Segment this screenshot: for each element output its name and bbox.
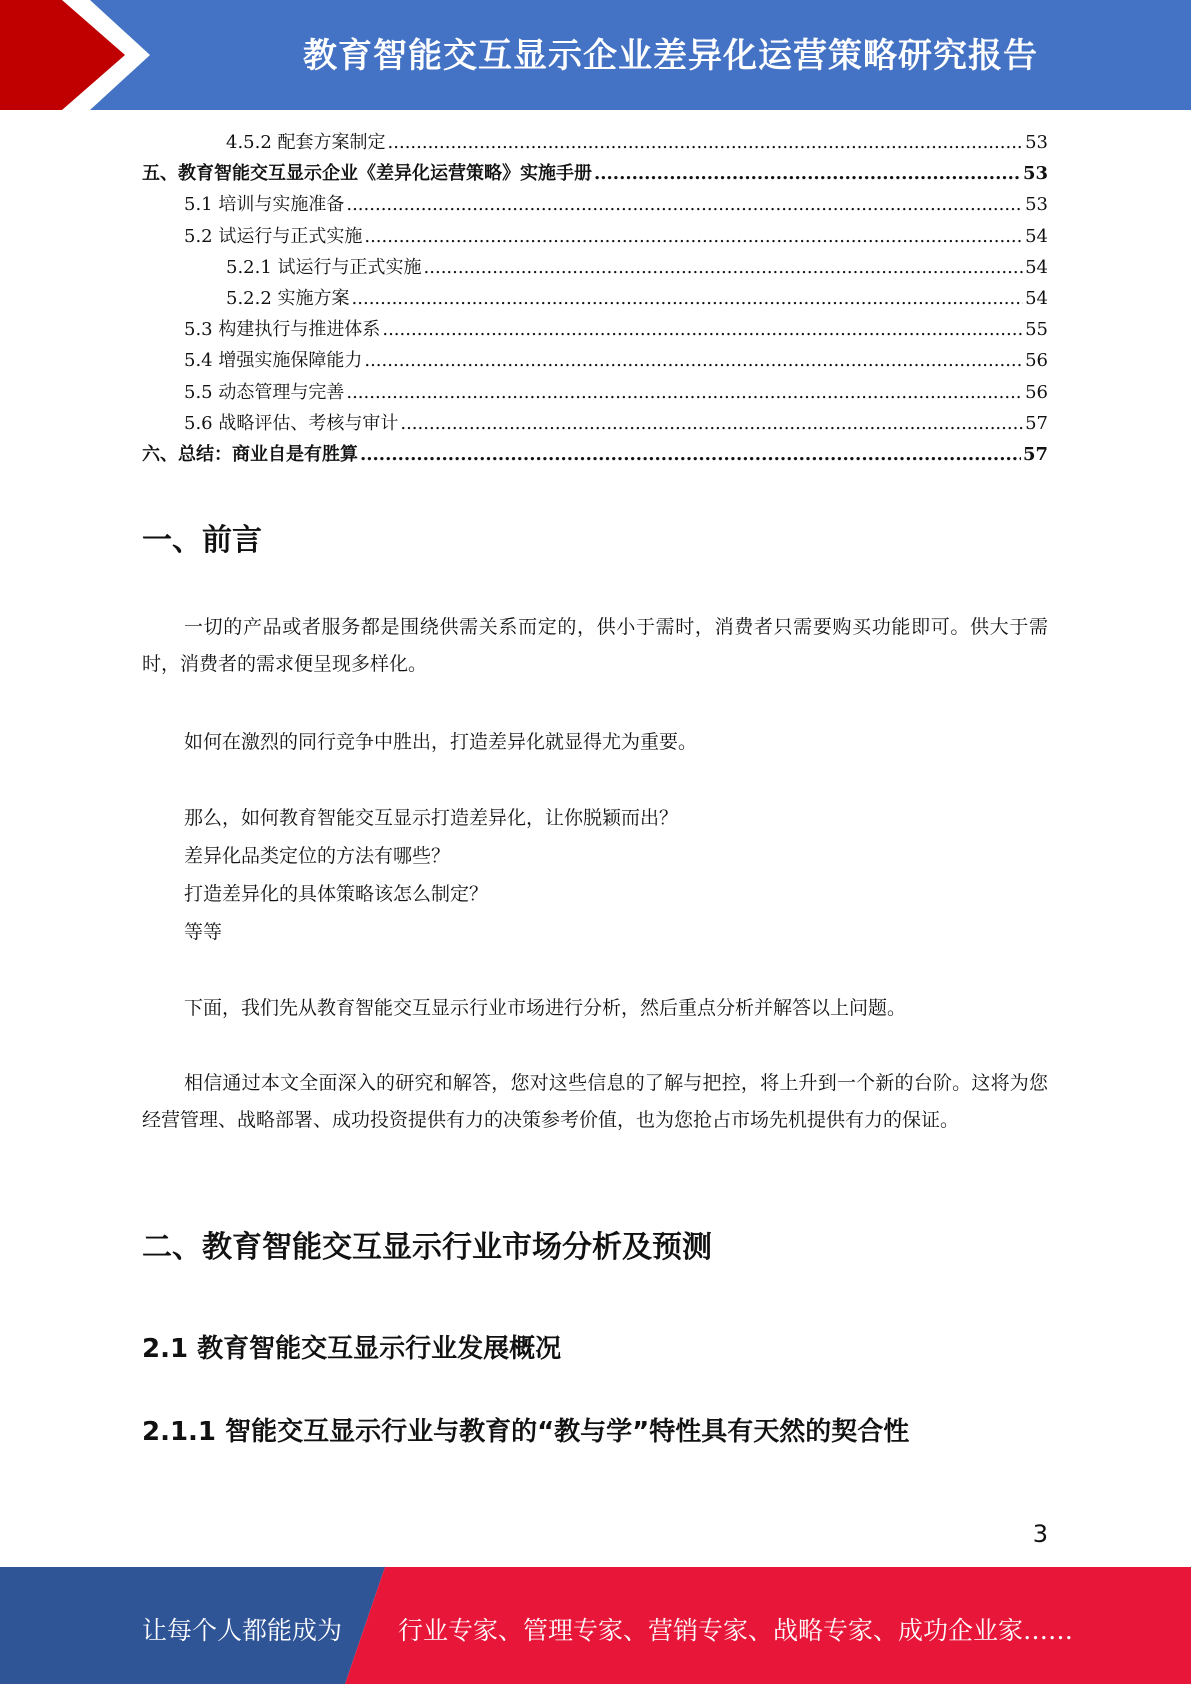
toc-entry[interactable] [142, 190, 1048, 221]
toc-entry-page: 55 [1025, 319, 1048, 341]
paragraph-competition: 如何在激烈的同行竞争中胜出，打造差异化就显得尤为重要。 [184, 731, 698, 753]
toc-dot-leader [400, 413, 1023, 434]
toc-entry-label: 六、总结：商业自是有胜算 [142, 443, 358, 465]
toc-entry-label: 五、教育智能交互显示企业《差异化运营策略》实施手册 [142, 163, 592, 185]
toc-entry[interactable] [142, 128, 1048, 159]
toc-dot-leader [364, 350, 1023, 371]
toc-entry-label: 5.2.1 试运行与正式实施 [226, 256, 422, 278]
toc-entry[interactable] [142, 440, 1048, 471]
subsection-heading-2-1: 2.1 教育智能交互显示行业发展概况 [142, 1334, 562, 1364]
toc-entry-label: 5.2.2 实施方案 [226, 287, 350, 309]
toc-entry-page: 53 [1025, 132, 1048, 153]
toc-entry[interactable] [142, 284, 1048, 315]
toc-entry[interactable] [142, 409, 1048, 440]
toc-entry-label: 5.5 动态管理与完善 [184, 381, 345, 403]
section-heading-preface: 一、前言 [142, 523, 262, 558]
paragraph-conclusion: 相信通过本文全面深入的研究和解答，您对这些信息的了解与把控，将上升到一个新的台阶。这将为您经营管理、战略部署、成功投资提供有力的决策参考价值，也为您抢占市场先机提供有力的保证。 [142, 1072, 1048, 1131]
toc-entry-label: 5.4 增强实施保障能力 [184, 350, 363, 372]
toc-dot-leader [364, 226, 1023, 247]
toc-dot-leader [346, 194, 1023, 215]
section-heading-market-analysis: 二、教育智能交互显示行业市场分析及预测 [142, 1230, 712, 1265]
question-line: 差异化品类定位的方法有哪些？ [184, 845, 451, 867]
toc-entry-label: 5.1 培训与实施准备 [184, 194, 345, 216]
toc-entry-page: 57 [1025, 412, 1048, 434]
footer-slogan-right: 行业专家、管理专家、营销专家、战略专家、成功企业家…… [398, 1616, 1074, 1645]
toc-entry[interactable] [142, 159, 1048, 190]
header-title: 教育智能交互显示企业差异化运营策略研究报告 [303, 36, 1038, 76]
toc-dot-leader [346, 382, 1023, 403]
toc-dot-leader [388, 132, 1024, 153]
toc-entry-label: 5.2 试运行与正式实施 [184, 225, 363, 247]
toc-dot-leader [424, 257, 1024, 278]
toc-entry-page: 57 [1022, 443, 1048, 465]
paragraph-analysis-intro: 下面，我们先从教育智能交互显示行业市场进行分析，然后重点分析并解答以上问题。 [184, 997, 907, 1019]
toc-entry-page: 54 [1025, 256, 1048, 278]
page-header [0, 0, 1191, 110]
toc-dot-leader [352, 288, 1024, 309]
toc-entry-label: 4.5.2 配套方案制定 [226, 132, 386, 153]
subsection-heading-2-1-1: 2.1.1 智能交互显示行业与教育的“教与学”特性具有天然的契合性 [142, 1417, 910, 1447]
toc-entry-label: 5.3 构建执行与推进体系 [184, 319, 381, 341]
toc-entry-page: 54 [1025, 287, 1048, 309]
table-of-contents [142, 128, 1048, 471]
toc-dot-leader [594, 163, 1021, 184]
paragraph-supply-demand: 一切的产品或者服务都是围绕供需关系而定的，供小于需时，消费者只需要购买功能即可。供大于需时，消费者的需求便呈现多样化。 [142, 616, 1048, 675]
toc-entry[interactable] [142, 378, 1048, 409]
footer-slogan-left: 让每个人都能成为 [142, 1616, 343, 1645]
page-number: 3 [1032, 1520, 1048, 1548]
toc-entry[interactable] [142, 315, 1048, 346]
toc-entry-label: 5.6 战略评估、考核与审计 [184, 412, 399, 434]
question-line: 等等 [184, 921, 223, 943]
toc-entry-page: 53 [1022, 163, 1048, 185]
page-footer [0, 1567, 1191, 1684]
toc-entry[interactable] [142, 346, 1048, 377]
toc-dot-leader [382, 319, 1023, 340]
toc-entry-page: 53 [1025, 194, 1048, 216]
toc-entry-page: 54 [1025, 225, 1048, 247]
toc-entry-page: 56 [1025, 381, 1048, 403]
toc-entry-page: 56 [1025, 350, 1048, 372]
question-line: 那么，如何教育智能交互显示打造差异化，让你脱颖而出？ [184, 807, 679, 829]
toc-entry[interactable] [142, 253, 1048, 284]
toc-dot-leader [360, 444, 1021, 465]
question-line: 打造差异化的具体策略该怎么制定？ [184, 883, 489, 905]
toc-entry[interactable] [142, 222, 1048, 253]
